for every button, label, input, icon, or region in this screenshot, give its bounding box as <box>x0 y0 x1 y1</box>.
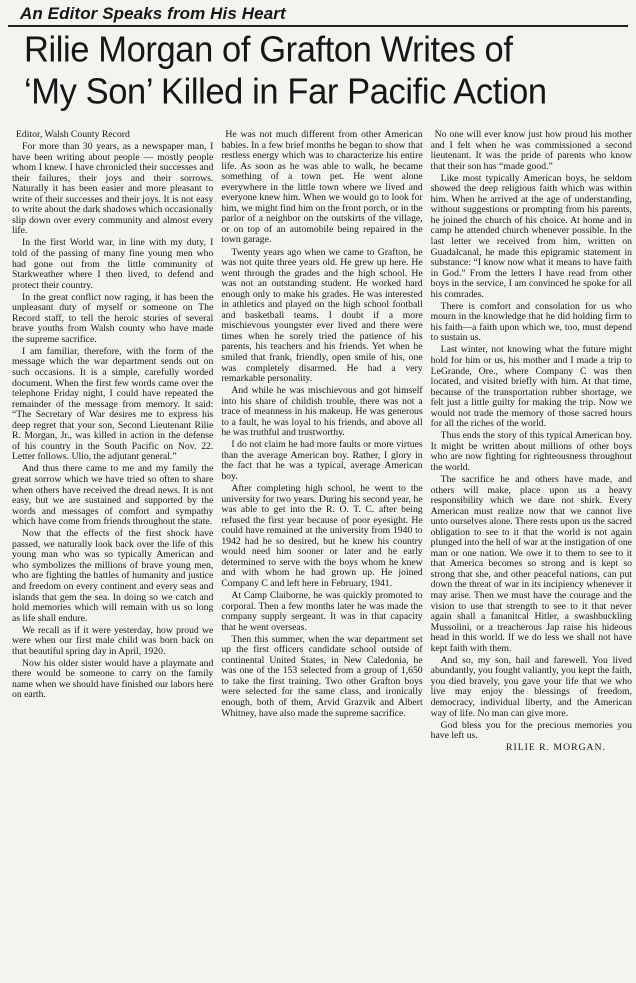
paragraph: After completing high school, he went to the university for two years. During his second year, he was able to get into the R. O. T. C. after being refused the first year because of poor eyesight. He could have remained at the university from 1940 to 1942 had he so desired, but he knew his country would need him sooner or later and he early determined to serve with the boys whom he knew and with whom he had grown up. He joined Company C and left here in February, 1941. <box>221 483 423 589</box>
headline-line-1: Rilie Morgan of Grafton Writes of <box>24 30 513 70</box>
article-column-2 <box>221 130 422 976</box>
byline: Editor, Walsh County Record <box>16 130 130 140</box>
paragraph: The sacrifice he and others have made, and others will make, place upon us a heavy responsibility which we dare not shirk. Every American must realize now that we cannot live unto ourselves alone. There rests upon us the sacred obligation to see to it that the world is not again plunged into the hell of war at the instigation of one man or one nation. We owe it to them to see to it that America becomes so strong and is kept so strong that she, and other peaceful nations, can put down the threat of war in its incipiency whenever it may arise. Then we must have the courage and the vision to use that strength to see to it that never again shall a fananitcal Hitler, a swashbuckling Mussolini, or a treacherous Jap raise his hideous head in this world. If we do less we shall not have kept faith with them. <box>430 474 632 654</box>
paragraph: For more than 30 years, as a newspaper man, I have been writing about people — mostly people whom I knew. I have chronicled their successes and their failures, their joys and their sorrows. Naturally it has been easier and more pleasant to write of their successes and their joys. It is not easy to write about the dark shadows which occasionally slip down over every community and almost every life. <box>12 141 214 237</box>
paragraph: Twenty years ago when we came to Grafton, he was not quite three years old. He grew up here. He went through the grades and the high school. He was not an outstanding student. He worked hard enough only to make his grades. He was interested in athletics and played on the high school football and basketball teams. I doubt if a more mischievous youngster ever lived and there were times when he sorely tried the patience of his parents, his teachers and his friends. Yet when he smiled that frank, friendly, open smile of his, one was completely disarmed. He had a very remarkable personality. <box>221 246 423 385</box>
paragraph: In the first World war, in line with my duty, I told of the passing of many fine young men who had gone out from the little community of Starkweather where I then lived, to defend and protect their country. <box>12 237 214 291</box>
paragraph: I am familiar, therefore, with the form of the message which the war department sends out on such occasions. It is a simple, carefully worded document. When the first few words came over the telephone Friday night, I could have repeated the remainder of the message from memory. It said: “The Secretary of War desires me to express his deep regret that your son, Second Lieutenant Rilie R. Morgan, Jr., was killed in action in the defense of his country in the South Pacific on Nov. 22. Letter follows. Ulio, the adjutant general.” <box>12 345 214 463</box>
paragraph: In the great conflict now raging, it has been the unpleasant duty of myself or someone on The Record staff, to tell the heroic stories of several brave youths from Walsh county who have made the supreme sacrifice. <box>12 291 214 345</box>
article-column-3 <box>431 130 632 976</box>
signature: RILIE R. MORGAN. <box>506 742 606 754</box>
kicker-heading: An Editor Speaks from His Heart <box>20 4 286 23</box>
paragraph: Now that the effects of the first shock have passed, we naturally look back over the life of this young man who was so typically American and who symbolizes the millions of brave young men, who are fighting the battles of humanity and justice and freedom on every continent and every seas and islands that gem the sea. In doing so we catch and hold memories which will remain with us so long as life shall endure. <box>12 528 214 624</box>
article-body <box>12 130 632 976</box>
paragraph: At Camp Claiborne, he was quickly promoted to corporal. Then a few months later he was made the company supply sergeant. It was in that capacity that he went overseas. <box>221 590 423 633</box>
paragraph: There is comfort and consolation for us who mourn in the knowledge that he did holding firm to his faith—a faith upon which we, too, must depend to sustain us. <box>430 300 632 344</box>
paragraph: Now his older sister would have a playmate and there would be someone to carry on the family name when we should have finished our labors here on earth. <box>12 657 214 701</box>
paragraph: Thus ends the story of this typical American boy. It might be written about millions of other boys who are now fighting for righteousness throughout the world. <box>430 430 632 473</box>
paragraph: And thus there came to me and my family the great sorrow which we have tried so often to share when others have received the dread news. It is not easy, but we are sustained and supported by the words and messages of comfort and sympathy which have come from friends throughout the state. <box>12 463 214 528</box>
paragraph: And so, my son, hail and farewell. You lived abundantly, you fought valiantly, you kept the faith, you died bravely, you gave your life that we who live may enjoy the blessings of freedom, democracy, individual liberty, and the American way of life. No man can give more. <box>430 654 632 719</box>
paragraph: I do not claim he had more faults or more virtues than the average American boy. Rather, I glory in the fact that he was a typical, average American boy. <box>221 439 423 482</box>
paragraph: And while he was mischievous and got himself into his share of childish trouble, there was not a trace of meanness in his makeup. He was generous to a fault, he was loyal to his friends, and above all he was truthful and trustworthy. <box>221 385 423 439</box>
paragraph: God bless you for the precious memories you have left us. <box>430 719 632 742</box>
paragraph: No one will ever know just how proud his mother and I felt when he was commissioned a second lieutenant. It was the pride of parents who know that their son has “made good.” <box>430 130 632 172</box>
headline <box>24 29 630 113</box>
paragraph: Last winter, not knowing what the future might hold for him or us, his mother and I made a trip to LeGrande, Ore., where Company C was then located, and visited briefly with him. At that time, because of the transportation rubber shortage, we felt just a little guilty for making the trip. Now we would not trade the memory of those sacred hours for all the riches of the world. <box>430 344 632 430</box>
paragraph: We recall as if it were yesterday, how proud we were when our first male child was born back on that beautiful spring day in April, 1920. <box>12 624 214 657</box>
kicker-rule <box>8 25 628 27</box>
paragraph: Like most typically American boys, he seldom showed the deep religious faith which was within him. When he arrived at the age of understanding, without suggestions or prompting from his parents, he joined the church of his choice. At home and in camp he attended church whenever possible. In the last letter we received from him, written on Guadalcanal, he made this epigramic statement in substance: “I know now what it means to have faith in God.” From the letters I have read from other boys in the service, I am convinced he spoke for all his comrades. <box>430 172 632 300</box>
headline-line-2: ‘My Son’ Killed in Far Pacific Action <box>24 72 547 112</box>
paragraph: Then this summer, when the war department set up the first officers candidate school outside of continental United States, in New Caledonia, he was one of the 153 selected from a group of 1,650 to take the first training. Two other Grafton boys were selected for the same class, and ironically enough, both of them, Arvid Grazvik and Albert Whitney, have also made the supreme sacrifice. <box>221 633 423 719</box>
paragraph: He was not much different from other American babies. In a few brief months he began to show that restless energy which was to characterize his entire life. As soon as he was able to walk, he became something of a town pet. He went alone everywhere in the little town where we lived and everyone knew him. When we would go to look for him, we might find him on the front porch, or in the parlor of a neighbor on the outskirts of the village, or on top of an automobile being repaired in the town garage. <box>221 130 423 246</box>
article-column-1 <box>12 130 213 976</box>
